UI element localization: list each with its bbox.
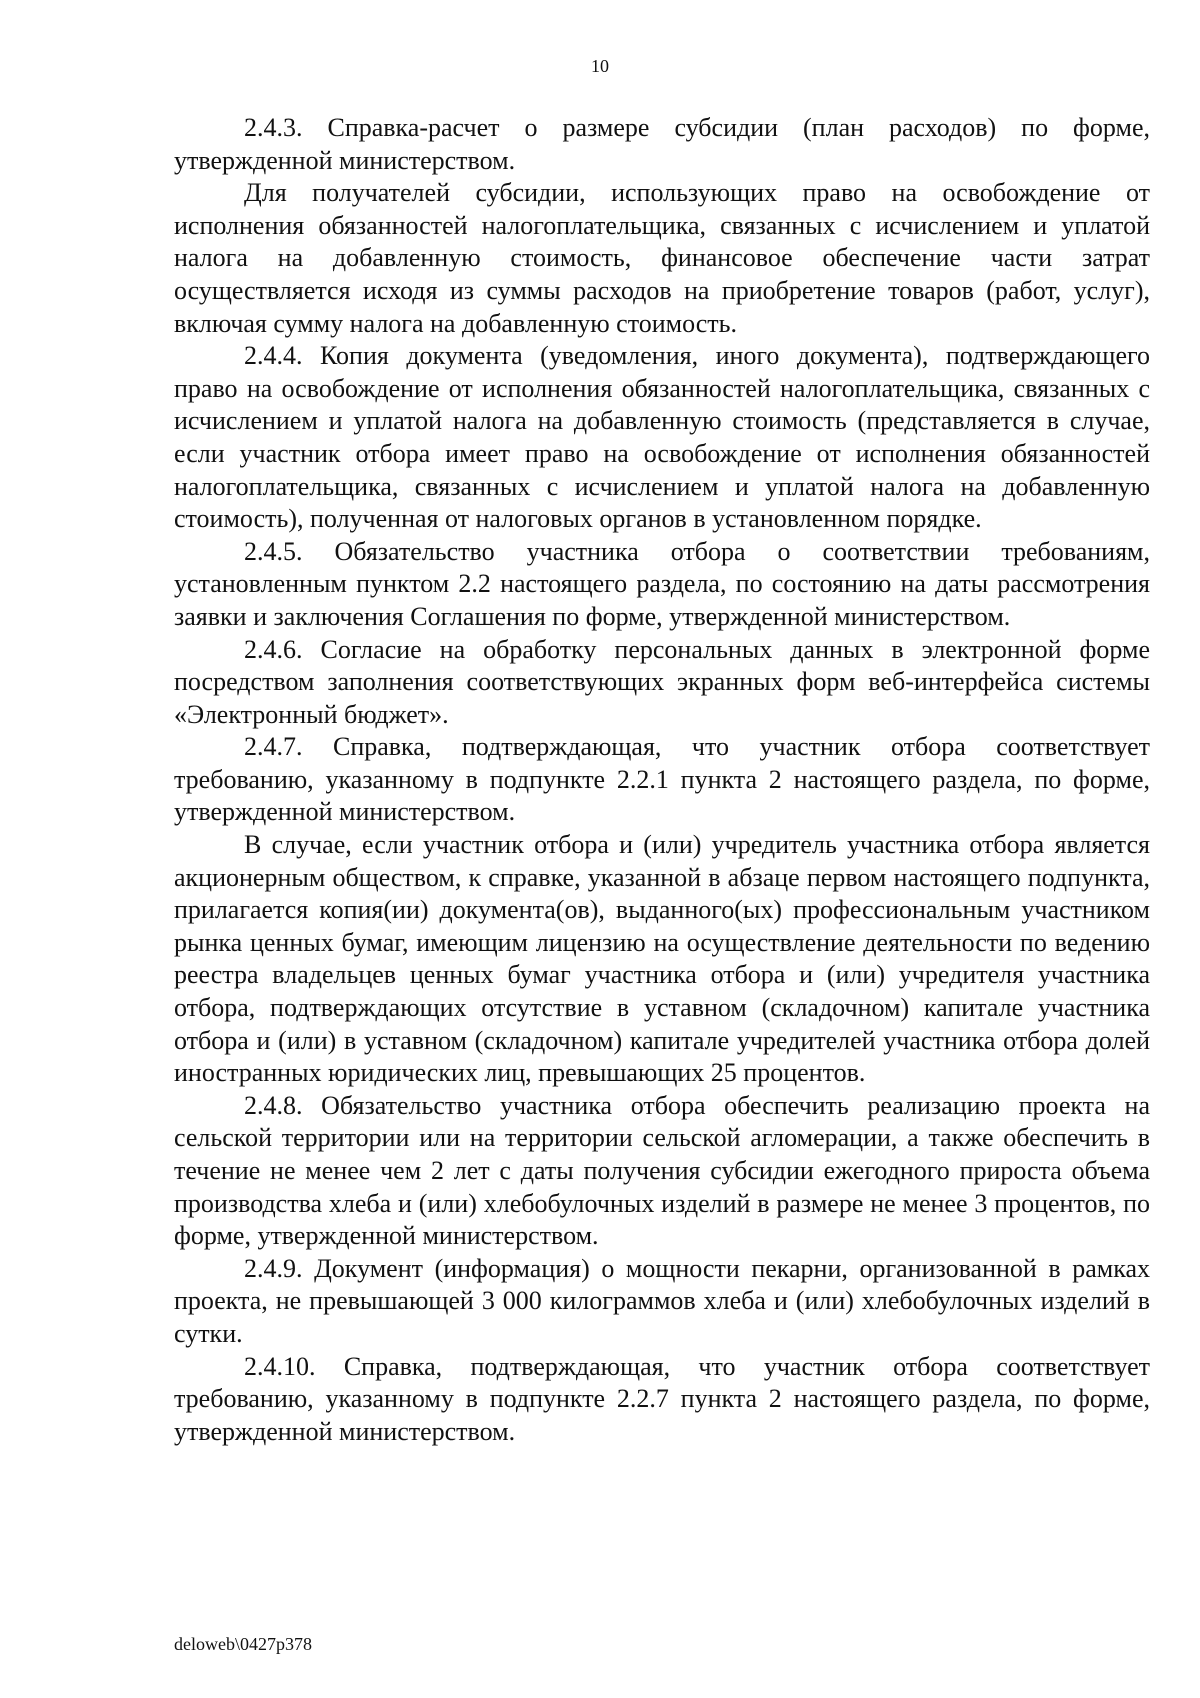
paragraph-2-4-3: 2.4.3. Справка-расчет о размере субсидии (план расходов) по форме, утвержденной министерством.	[174, 113, 1150, 175]
paragraph-vat-exemption-note: Для получателей субсидии, использующих право на освобождение от исполнения обязанностей налогоплательщика, связанных с исчислением и уплатой налога на добавленную стоимость, финансовое обеспечение части затрат осуществляется исходя из суммы расходов на приобретение товаров (работ, услуг), включая сумму налога на добавленную стоимость.	[174, 178, 1150, 338]
page-number: 10	[591, 56, 609, 76]
paragraph-2-4-5: 2.4.5. Обязательство участника отбора о соответствии требованиям, установленным пунктом 2.2 настоящего раздела, по состоянию на даты рассмотрения заявки и заключения Соглашения по форме, утвержденной министерством.	[174, 536, 1150, 631]
paragraph-2-4-7: 2.4.7. Справка, подтверждающая, что участник отбора соответствует требованию, указанному в подпункте 2.2.1 пункта 2 настоящего раздела, по форме, утвержденной министерством.	[174, 732, 1150, 827]
paragraph-joint-stock-company-note: В случае, если участник отбора и (или) учредитель участника отбора является акционерным обществом, к справке, указанной в абзаце первом настоящего подпункта, прилагается копия(ии) документа(ов), выданного(ых) профессиональным участником рынка ценных бумаг, имеющим лицензию на осуществление деятельности по ведению реестра владельцев ценных бумаг участника отбора и (или) учредителя участника отбора, подтверждающих отсутствие в уставном (складочном) капитале участника отбора и (или) в уставном (складочном) капитале учредителей участника отбора долей иностранных юридических лиц, превышающих 25 процентов.	[174, 830, 1150, 1088]
paragraph-2-4-4: 2.4.4. Копия документа (уведомления, иного документа), подтверждающего право на освобождение от исполнения обязанностей налогоплательщика, связанных с исчислением и уплатой налога на добавленную стоимость (представляется в случае, если участник отбора имеет право на освобождение от исполнения обязанностей налогоплательщика, связанных с исчислением и уплатой налога на добавленную стоимость), полученная от налоговых органов в установленном порядке.	[174, 341, 1150, 534]
paragraph-2-4-6: 2.4.6. Согласие на обработку персональных данных в электронной форме посредством заполнения соответствующих экранных форм веб-интерфейса системы «Электронный бюджет».	[174, 634, 1150, 729]
paragraph-2-4-10: 2.4.10. Справка, подтверждающая, что участник отбора соответствует требованию, указанному в подпункте 2.2.7 пункта 2 настоящего раздела, по форме, утвержденной министерством.	[174, 1351, 1150, 1446]
paragraph-2-4-9: 2.4.9. Документ (информация) о мощности пекарни, организованной в рамках проекта, не превышающей 3 000 килограммов хлеба и (или) хлебобулочных изделий в сутки.	[174, 1253, 1150, 1348]
document-body	[174, 112, 1150, 1448]
paragraph-2-4-8: 2.4.8. Обязательство участника отбора обеспечить реализацию проекта на сельской территории или на территории сельской агломерации, а также обеспечить в течение не менее чем 2 лет с даты получения субсидии ежегодного прироста объема производства хлеба и (или) хлебобулочных изделий в размере не менее 3 процентов, по форме, утвержденной министерством.	[174, 1090, 1150, 1251]
document-footer-code: deloweb\0427p378	[174, 1634, 312, 1654]
